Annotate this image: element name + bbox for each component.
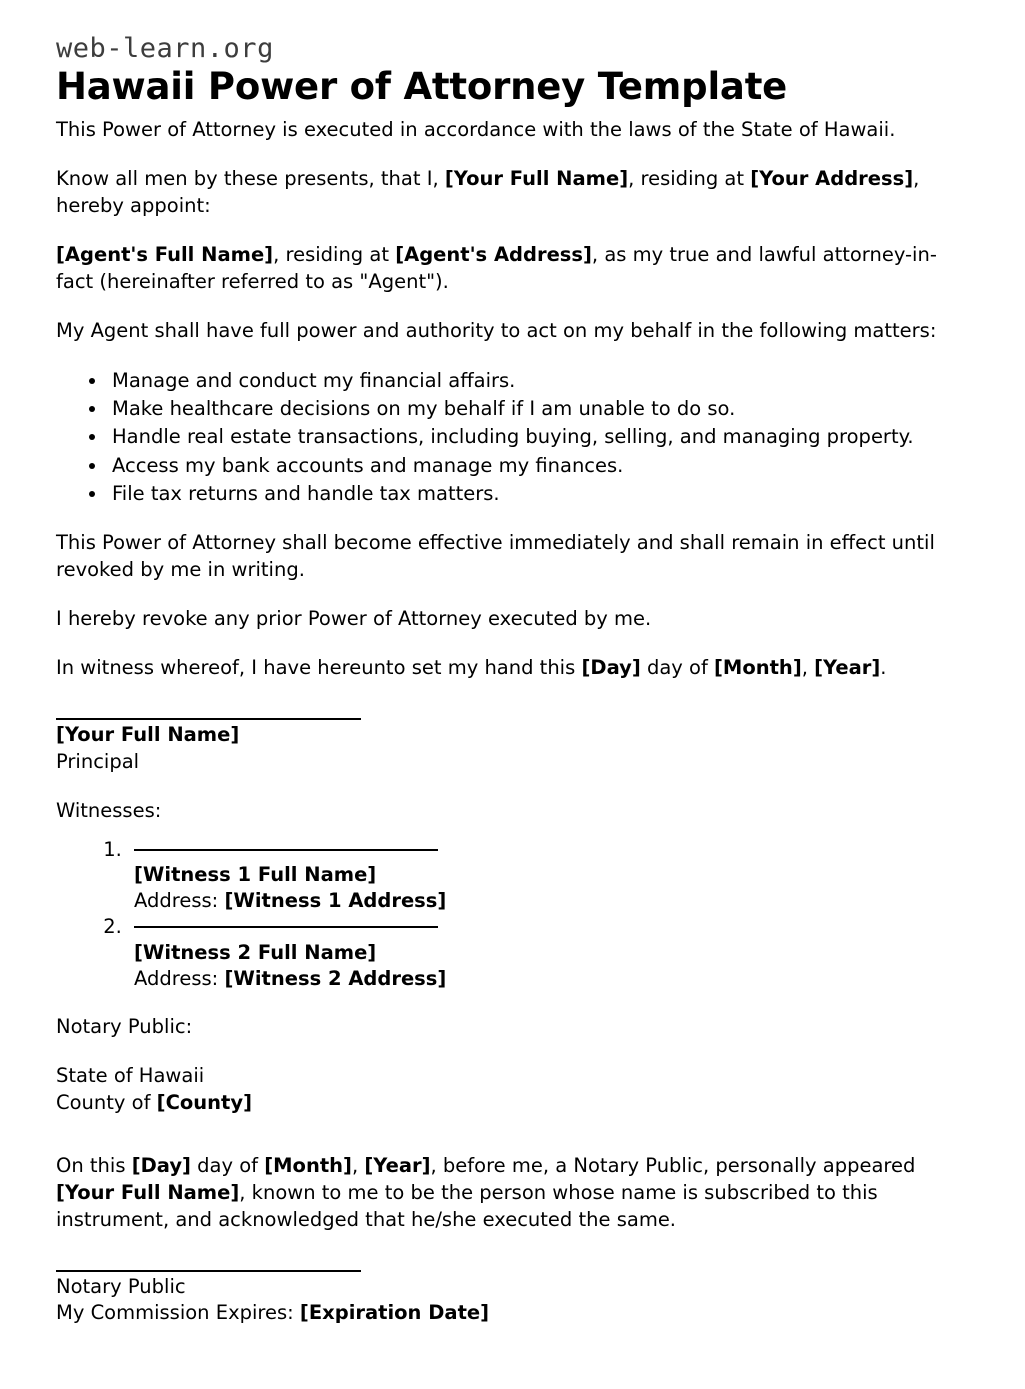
day-placeholder: [Day]: [131, 1153, 191, 1177]
notary-signature-line: [56, 1270, 361, 1272]
appointment-mid: , residing at: [628, 167, 751, 191]
county-placeholder: [County]: [156, 1090, 252, 1114]
appointment-paragraph: [56, 166, 960, 220]
principal-name-placeholder: [Your Full Name]: [56, 1180, 240, 1204]
witness-address-placeholder: [Witness 2 Address]: [224, 967, 447, 991]
ack-lead: On this: [56, 1153, 132, 1177]
witness-clause-mid2: ,: [801, 655, 815, 679]
notary-state-line: State of Hawaii: [56, 1063, 205, 1087]
witness-signature-line: [134, 926, 438, 928]
list-item: • Handle real estate transactions, including buying, selling, and managing property.: [108, 423, 960, 451]
notary-jurisdiction: [56, 1063, 960, 1117]
page-title: Hawaii Power of Attorney Template: [56, 65, 788, 108]
notary-spacer: [56, 1139, 960, 1153]
signature-spacer: [56, 704, 960, 718]
revocation-paragraph: I hereby revoke any prior Power of Attorney executed by me.: [56, 607, 652, 631]
witness-address: [134, 966, 960, 992]
list-item: • File tax returns and handle tax matters.: [108, 480, 960, 508]
witness-address: [134, 888, 960, 914]
agent-name-placeholder: [Agent's Full Name]: [56, 243, 274, 267]
witness-address-placeholder: [Witness 1 Address]: [224, 889, 447, 913]
month-placeholder: [Month]: [714, 655, 802, 679]
notary-signature-block: [56, 1270, 960, 1328]
day-placeholder: [Day]: [581, 655, 641, 679]
witness-signature-line: [134, 849, 438, 851]
principal-signature-role: Principal: [56, 749, 140, 773]
witness-name: 2. [Witness 2 Full Name]: [134, 941, 377, 965]
document-body: [56, 107, 960, 1327]
month-placeholder: [Month]: [264, 1153, 352, 1177]
powers-list: [56, 367, 960, 508]
principal-signature-name: [56, 722, 960, 749]
witness-address-label: Address:: [134, 967, 225, 991]
witnesses-list: [56, 837, 960, 993]
principal-signature-block: [56, 718, 960, 776]
notary-heading: Notary Public:: [56, 1015, 193, 1039]
ack-mid3: , before me, a Notary Public, personally appeared: [430, 1153, 916, 1177]
principal-signature-name-text: [Your Full Name]: [56, 722, 240, 746]
ack-mid2: ,: [351, 1153, 365, 1177]
intro-paragraph: This Power of Attorney is executed in accordance with the laws of the State of Hawaii.: [56, 118, 896, 142]
agent-tail: , as my true and lawful attorney-in-fact (hereinafter referred to as "Agent").: [56, 243, 937, 294]
notary-county-label: County of: [56, 1090, 157, 1114]
witness-address-label: Address:: [134, 889, 225, 913]
list-item: [128, 914, 960, 992]
list-item: • Access my bank accounts and manage my finances.: [108, 452, 960, 480]
powers-intro-paragraph: My Agent shall have full power and authority to act on my behalf in the following matters:: [56, 318, 937, 342]
agent-address-placeholder: [Agent's Address]: [395, 243, 592, 267]
witnesses-heading: Witnesses:: [56, 798, 162, 822]
site-brand: web-learn.org: [56, 33, 274, 64]
expiration-date-placeholder: [Expiration Date]: [299, 1301, 490, 1325]
year-placeholder: [Year]: [364, 1153, 431, 1177]
notary-acknowledgment-paragraph: [56, 1153, 960, 1234]
witness-name: 1. [Witness 1 Full Name]: [134, 863, 377, 887]
notary-commission: [56, 1300, 960, 1327]
witness-clause-tail: .: [880, 655, 887, 679]
principal-address-placeholder: [Your Address]: [750, 167, 914, 191]
agent-paragraph: [56, 242, 960, 296]
notary-signature-role: Notary Public: [56, 1274, 186, 1298]
appointment-tail: , hereby appoint:: [56, 167, 920, 218]
ack-tail: , known to me to be the person whose name is subscribed to this instrument, and acknowledged that he/she executed the same.: [56, 1180, 878, 1231]
witness-clause-paragraph: [56, 655, 960, 682]
principal-name-placeholder: [Your Full Name]: [444, 167, 629, 191]
list-item: [128, 837, 960, 915]
year-placeholder: [Year]: [814, 655, 881, 679]
witness-clause-mid1: day of: [640, 655, 715, 679]
list-item: • Make healthcare decisions on my behalf if I am unable to do so.: [108, 395, 960, 423]
witness-clause-lead: In witness whereof, I have hereunto set my hand this: [56, 655, 582, 679]
ack-mid1: day of: [190, 1153, 265, 1177]
appointment-lead: Know all men by these presents, that I,: [56, 167, 445, 191]
agent-mid: , residing at: [273, 243, 396, 267]
notary-signature-spacer: [56, 1256, 960, 1270]
commission-label: My Commission Expires:: [56, 1301, 300, 1325]
principal-signature-line: [56, 718, 361, 720]
effectiveness-paragraph: This Power of Attorney shall become effective immediately and shall remain in effect until revoked by me in writing.: [56, 531, 935, 582]
list-item: • Manage and conduct my financial affairs.: [108, 367, 960, 395]
